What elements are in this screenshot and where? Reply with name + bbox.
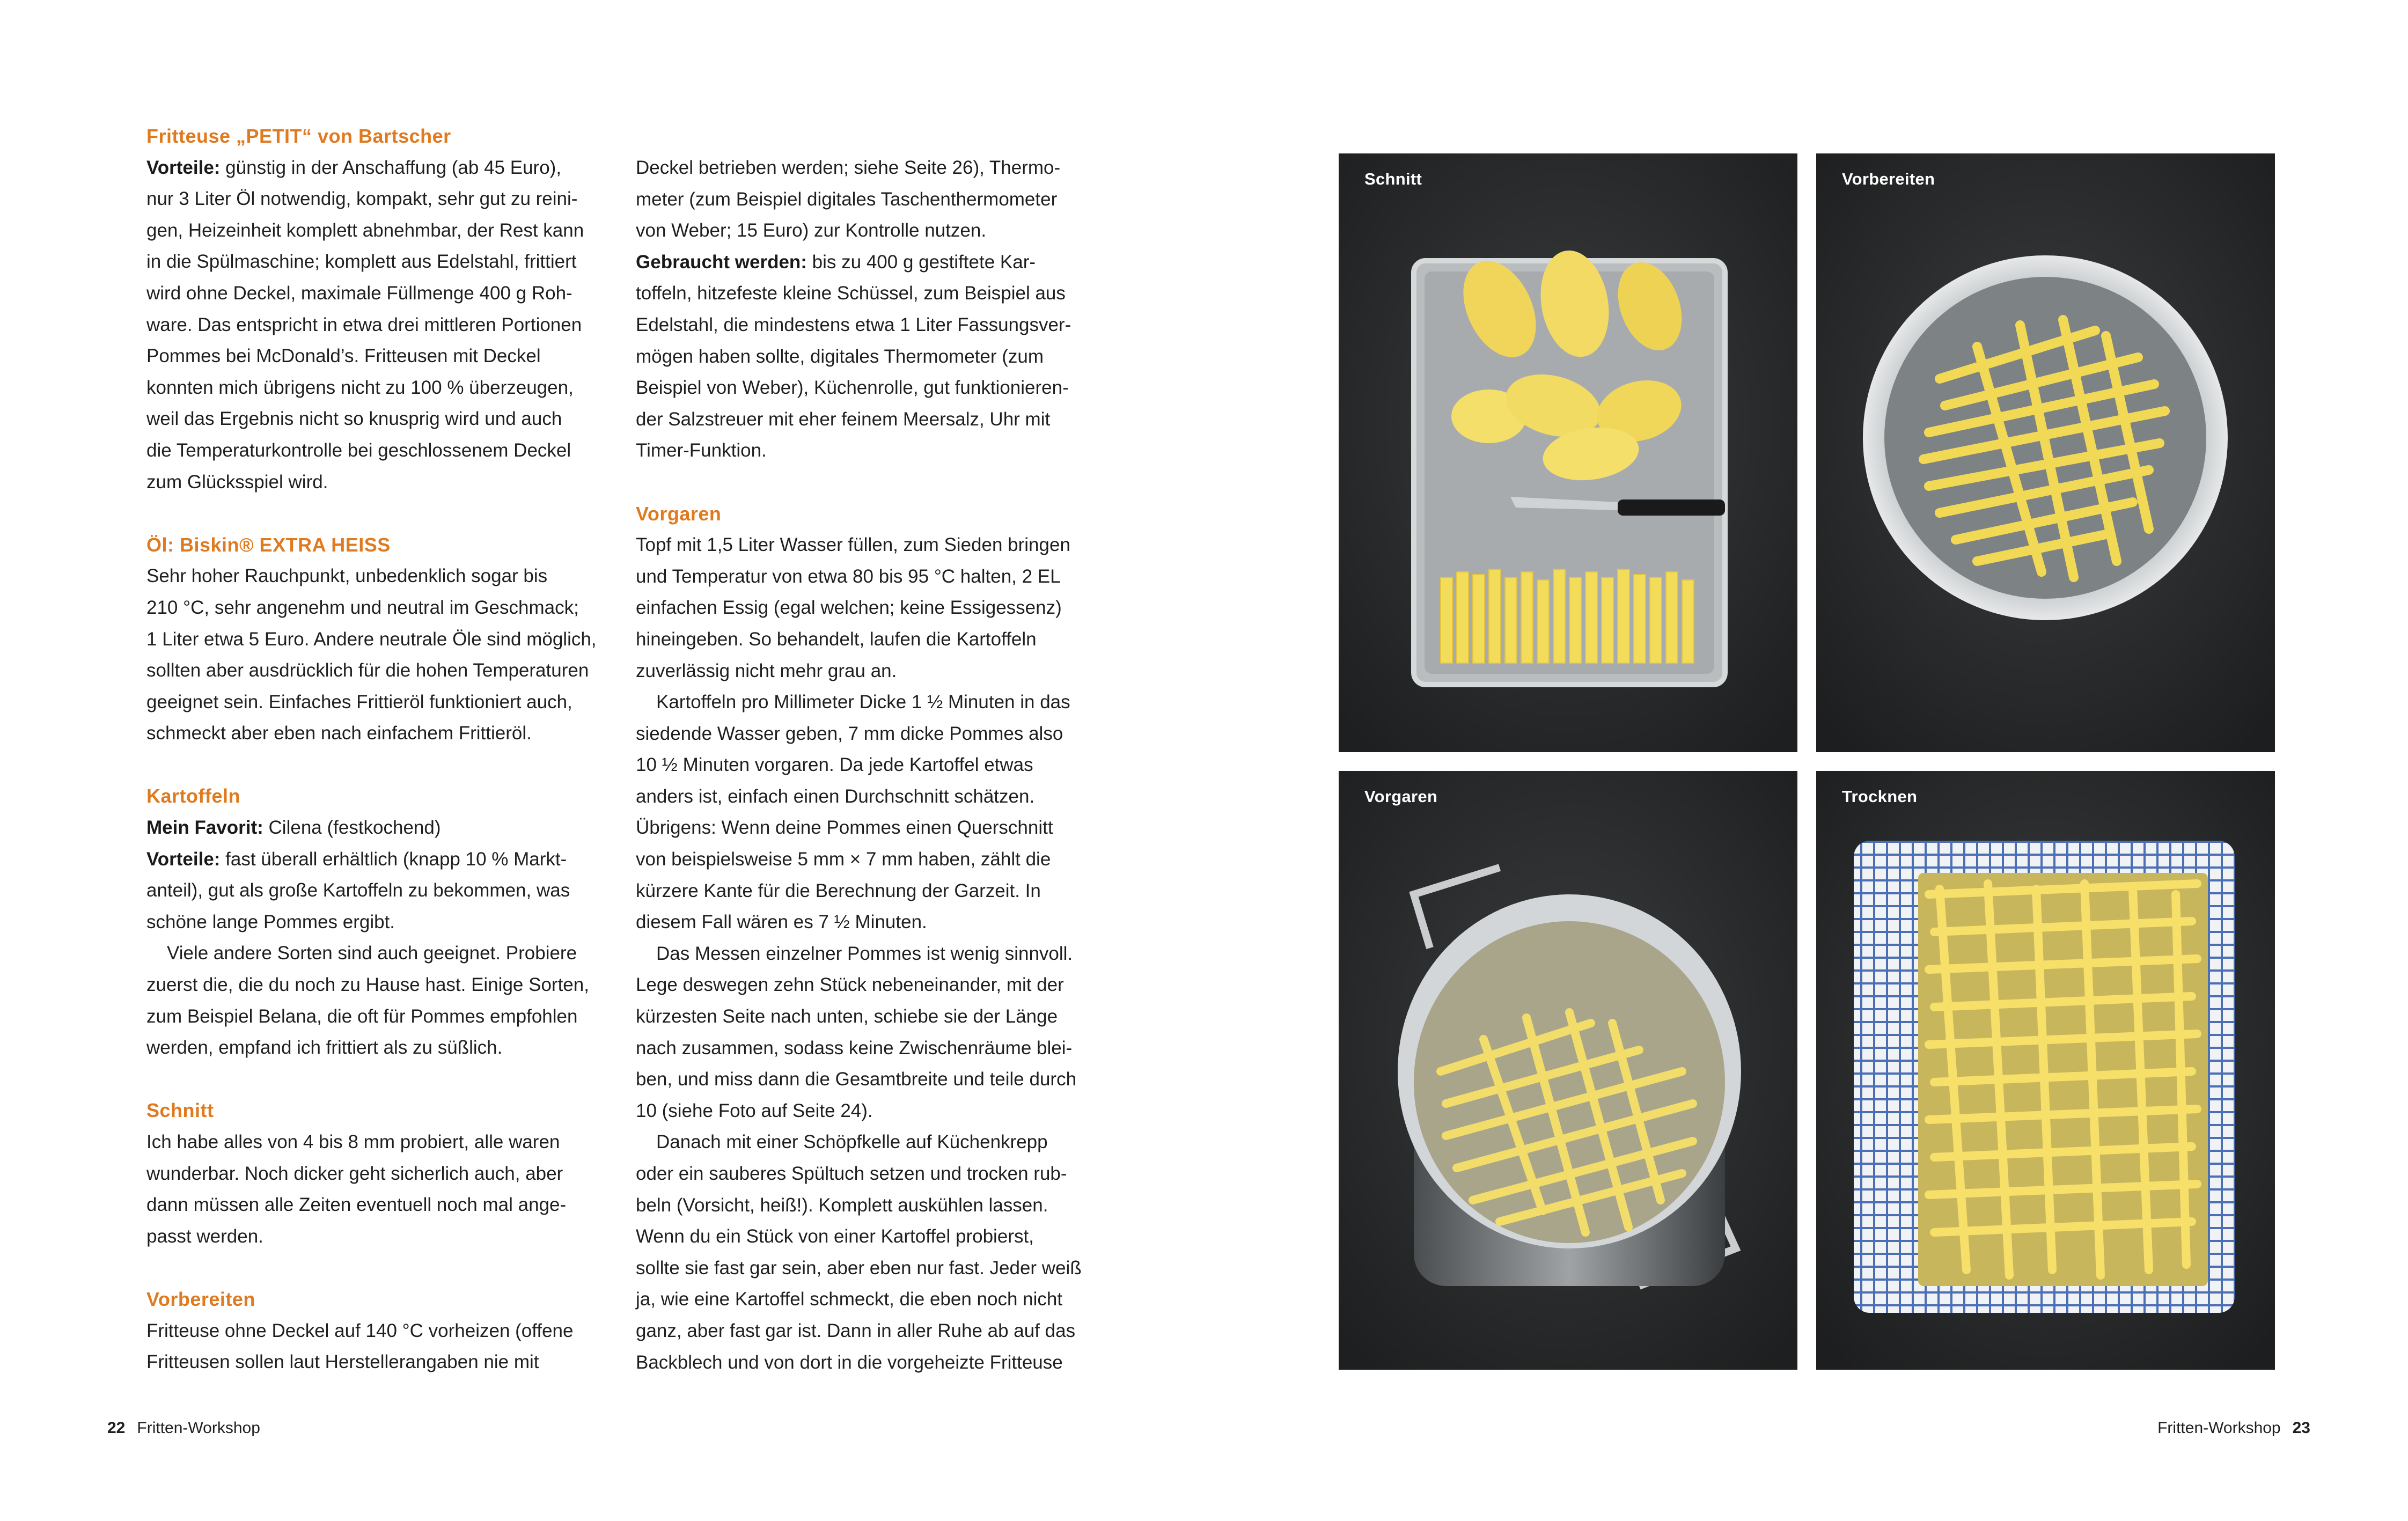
- body-line: zuverlässig nicht mehr grau an.: [636, 660, 897, 681]
- bowl-illustration: [1816, 153, 2275, 752]
- body-line: passt werden.: [146, 1225, 263, 1247]
- body-line: nur 3 Liter Öl notwendig, kompakt, sehr gut zu reini-: [146, 188, 578, 210]
- body-line: Danach mit einer Schöpfkelle auf Küchenkrepp: [656, 1131, 1048, 1153]
- section-heading-oel: Öl: Biskin® EXTRA HEISS: [146, 533, 391, 556]
- body-line: Fritteusen sollen laut Herstellerangaben nie mit: [146, 1351, 539, 1373]
- section-heading-vorbereiten: Vorbereiten: [146, 1288, 255, 1310]
- body-line: Backblech und von dort in die vorgeheizte Fritteuse: [636, 1351, 1063, 1373]
- body-line: weil das Ergebnis nicht so knusprig wird und auch: [146, 408, 562, 430]
- body-line: konnten mich übrigens nicht zu 100 % überzeugen,: [146, 377, 574, 398]
- body-line: 10 (siehe Foto auf Seite 24).: [636, 1100, 873, 1121]
- body-line: Sehr hoher Rauchpunkt, unbedenklich sogar bis: [146, 565, 548, 587]
- body-line: 210 °C, sehr angenehm und neutral im Geschmack;: [146, 597, 579, 618]
- body-line: Beispiel von Weber), Küchenrolle, gut funktionieren-: [636, 377, 1069, 399]
- body-line: und Temperatur von etwa 80 bis 95 °C halten, 2 EL: [636, 565, 1061, 587]
- body-line: Deckel betrieben werden; siehe Seite 26), Thermo-: [636, 157, 1061, 178]
- body-line: die Temperaturkontrolle bei geschlossenem Deckel: [146, 439, 571, 461]
- favorit-line: Mein Favorit: Cilena (festkochend): [146, 817, 441, 839]
- body-line: ganz, aber fast gar ist. Dann in aller Ruhe ab auf das: [636, 1320, 1076, 1341]
- body-line: beln (Vorsicht, heiß!). Komplett auskühlen lassen.: [636, 1194, 1048, 1216]
- body-line: Übrigens: Wenn deine Pommes einen Querschnitt: [636, 817, 1053, 839]
- body-line: kürzere Kante für die Berechnung der Garzeit. In: [636, 880, 1041, 901]
- photo-trocknen: [1816, 771, 2275, 1370]
- body-line: Lege deswegen zehn Stück nebeneinander, mit der: [636, 974, 1064, 996]
- section-heading-schnitt: Schnitt: [146, 1099, 214, 1122]
- body-line: Pommes bei McDonald’s. Fritteusen mit Deckel: [146, 346, 541, 367]
- body-line: sollte sie fast gar sein, aber eben nur fast. Jeder weiß: [636, 1257, 1082, 1278]
- fritteuse-line-1: Vorteile: günstig in der Anschaffung (ab 45 Euro),: [146, 157, 562, 178]
- body-line: 1 Liter etwa 5 Euro. Andere neutrale Öle sind möglich,: [146, 628, 597, 650]
- body-line: ben, und miss dann die Gesamtbreite und teile durch: [636, 1069, 1077, 1090]
- body-line: wird ohne Deckel, maximale Füllmenge 400 g Roh-: [146, 282, 572, 304]
- body-line: von beispielsweise 5 mm × 7 mm haben, zählt die: [636, 849, 1051, 870]
- body-line: mögen haben sollte, digitales Thermometer (zum: [636, 346, 1044, 367]
- body-line: Wenn du ein Stück von einer Kartoffel probierst,: [636, 1226, 1034, 1247]
- body-line: gen, Heizeinheit komplett abnehmbar, der Rest kann: [146, 219, 584, 241]
- body-line: Viele andere Sorten sind auch geeignet. Probiere: [167, 943, 577, 964]
- photo-label-vorbereiten: Vorbereiten: [1842, 170, 1935, 188]
- cutting-tray-illustration: [1339, 153, 1797, 752]
- body-line: Edelstahl, die mindestens etwa 1 Liter Fassungsver-: [636, 314, 1071, 335]
- kartoffeln-vorteile-label: Vorteile:: [146, 848, 221, 870]
- body-line: toffeln, hitzefeste kleine Schüssel, zum Beispiel aus: [636, 283, 1066, 304]
- kartoffeln-vorteile-line: Vorteile: fast überall erhältlich (knapp 10 % Markt-: [146, 848, 567, 870]
- body-line: werden, empfand ich frittiert als zu süßlich.: [146, 1037, 503, 1059]
- drying-tray-illustration: [1816, 771, 2275, 1370]
- photo-label-vorgaren: Vorgaren: [1364, 787, 1438, 806]
- photo-label-trocknen: Trocknen: [1842, 787, 1918, 806]
- body-line: schöne lange Pommes ergibt.: [146, 911, 395, 932]
- body-line: sollten aber ausdrücklich für die hohen Temperaturen: [146, 660, 589, 681]
- body-line: diesem Fall wären es 7 ½ Minuten.: [636, 912, 927, 933]
- body-line: Timer-Funktion.: [636, 440, 767, 461]
- body-line: der Salzstreuer mit eher feinem Meersalz, Uhr mit: [636, 408, 1051, 430]
- body-line: geeignet sein. Einfaches Frittieröl funktioniert auch,: [146, 691, 572, 712]
- photo-label-schnitt: Schnitt: [1364, 170, 1422, 188]
- pot-illustration: [1339, 771, 1797, 1370]
- footer-left: [96, 1419, 260, 1437]
- gebraucht-label: Gebraucht werden:: [636, 251, 807, 273]
- body-line: in die Spülmaschine; komplett aus Edelstahl, frittiert: [146, 251, 577, 273]
- spacer: [636, 467, 1092, 498]
- spacer: [146, 750, 597, 781]
- body-line: 10 ½ Minuten vorgaren. Da jede Kartoffel etwas: [636, 754, 1033, 776]
- spacer: [146, 1252, 597, 1284]
- body-line: siedende Wasser geben, 7 mm dicke Pommes also: [636, 723, 1063, 744]
- section-heading-kartoffeln: Kartoffeln: [146, 785, 240, 807]
- left-column: [146, 121, 597, 1378]
- body-line: anteil), gut als große Kartoffeln zu bekommen, was: [146, 880, 570, 901]
- body-line: von Weber; 15 Euro) zur Kontrolle nutzen.: [636, 220, 987, 241]
- body-line: zum Glücksspiel wird.: [146, 471, 328, 493]
- body-line: zum Beispiel Belana, die oft für Pommes empfohlen: [146, 1005, 578, 1027]
- body-line: Fritteuse ohne Deckel auf 140 °C vorheizen (offene: [146, 1320, 574, 1341]
- running-title-right: Fritten-Workshop: [2157, 1419, 2281, 1437]
- body-line: kürzesten Seite nach unten, schiebe sie der Länge: [636, 1006, 1058, 1027]
- favorit-label: Mein Favorit:: [146, 817, 263, 839]
- footer-right: [2157, 1419, 2322, 1437]
- middle-column: [636, 152, 1092, 1378]
- photo-schnitt: [1339, 153, 1797, 752]
- body-line: hineingeben. So behandelt, laufen die Kartoffeln: [636, 628, 1037, 650]
- page-number-right: 23: [2292, 1419, 2310, 1437]
- photo-vorbereiten: [1816, 153, 2275, 752]
- body-line: dann müssen alle Zeiten eventuell noch mal ange-: [146, 1194, 567, 1216]
- body-line: wunderbar. Noch dicker geht sicherlich auch, aber: [146, 1163, 563, 1184]
- body-line: meter (zum Beispiel digitales Taschenthermometer: [636, 188, 1058, 210]
- running-title-left: Fritten-Workshop: [137, 1419, 260, 1437]
- body-line: ware. Das entspricht in etwa drei mittleren Portionen: [146, 314, 582, 335]
- fritteuse-vorteile-label: Vorteile:: [146, 157, 221, 178]
- body-line: zuerst die, die du noch zu Hause hast. Einige Sorten,: [146, 974, 589, 996]
- section-heading-fritteuse: Fritteuse „PETIT“ von Bartscher: [146, 125, 451, 147]
- spacer: [146, 1064, 597, 1096]
- body-line: einfachen Essig (egal welchen; keine Essigessenz): [636, 597, 1062, 619]
- body-line: schmeckt aber eben nach einfachem Frittieröl.: [146, 723, 532, 744]
- body-line: oder ein sauberes Spültuch setzen und trocken rub-: [636, 1163, 1067, 1184]
- section-heading-vorgaren: Vorgaren: [636, 502, 722, 525]
- body-line: Kartoffeln pro Millimeter Dicke 1 ½ Minuten in das: [656, 692, 1070, 713]
- spacer: [146, 498, 597, 530]
- body-line: nach zusammen, sodass keine Zwischenräume blei-: [636, 1037, 1073, 1059]
- body-line: Das Messen einzelner Pommes ist wenig sinnvoll.: [656, 943, 1073, 964]
- gebraucht-line: Gebraucht werden: bis zu 400 g gestiftete Kar-: [636, 251, 1036, 273]
- body-line: ja, wie eine Kartoffel schmeckt, die eben noch nicht: [636, 1289, 1063, 1310]
- body-line: anders ist, einfach einen Durchschnitt schätzen.: [636, 785, 1035, 807]
- body-line: Ich habe alles von 4 bis 8 mm probiert, alle waren: [146, 1131, 560, 1152]
- page-number-left: 22: [107, 1419, 126, 1437]
- photo-vorgaren: [1339, 771, 1797, 1370]
- body-line: Topf mit 1,5 Liter Wasser füllen, zum Sieden bringen: [636, 534, 1070, 556]
